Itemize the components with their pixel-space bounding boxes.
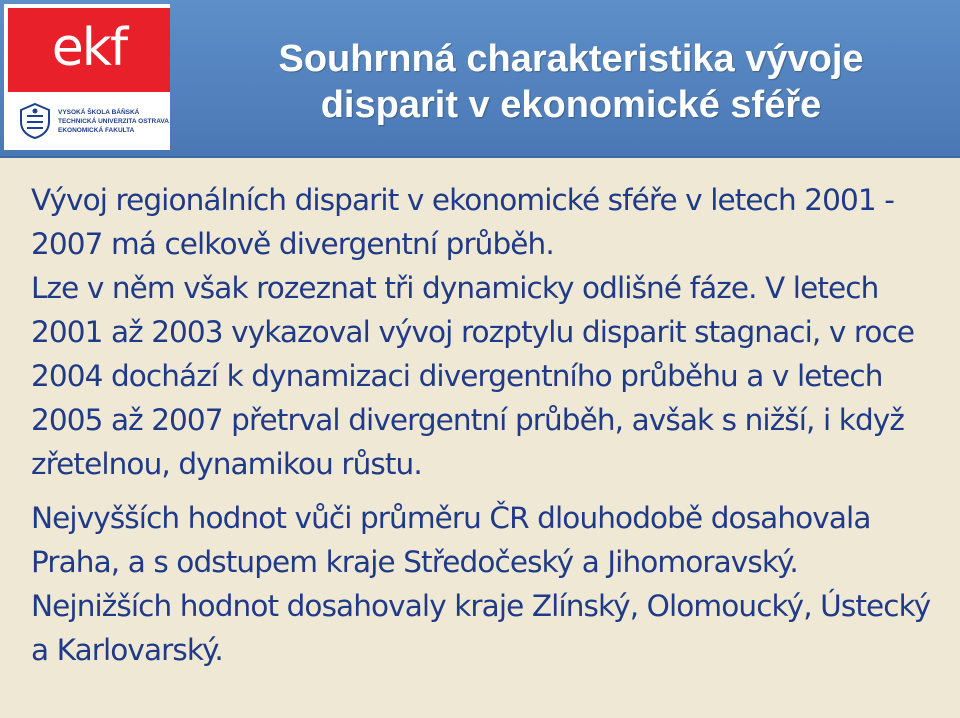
slide-header — [0, 0, 960, 158]
institution-line: EKONOMICKÁ FAKULTA — [58, 127, 135, 134]
ekf-logo-text: ekf — [51, 18, 127, 78]
slide-title-line: Souhrnná charakteristika vývoje — [278, 38, 864, 80]
body-paragraph: Lze v něm však rozeznat tři dynamicky odlišné fáze. V letech 2001 až 2003 vykazoval vývoj rozptylu disparit stagnaci, v roce 2004 dochází k dynamizaci divergentního průběhu a v letech 2005 až 2007 přetrval divergentní průběh, avšak s nižší, i když zřetelnou, dynamikou růstu. — [31, 271, 915, 481]
slide-title-line: disparit v ekonomické sféře — [320, 84, 822, 126]
institution-name — [58, 108, 170, 135]
institution-line: VYSOKÁ ŠKOLA BÁŇSKÁ — [58, 109, 140, 116]
body-paragraph: Nejvyšších hodnot vůči průměru ČR dlouhodobě dosahovala Praha, a s odstupem kraje Středočeský a Jihomoravský. Nejnižších hodnot dosahovaly kraje Zlínský, Olomoucký, Ústecký a Karlovarský. — [31, 501, 931, 667]
slide-title — [186, 36, 956, 128]
body-paragraph: Vývoj regionálních disparit v ekonomické sféře v letech 2001 - 2007 má celkově divergentní průběh. — [31, 183, 894, 261]
slide-body — [31, 178, 941, 672]
faculty-logo — [4, 4, 170, 150]
institution-line: TECHNICKÁ UNIVERZITA OSTRAVA — [58, 118, 169, 125]
ekf-logo-block — [8, 8, 170, 92]
university-emblem-icon — [18, 102, 52, 140]
